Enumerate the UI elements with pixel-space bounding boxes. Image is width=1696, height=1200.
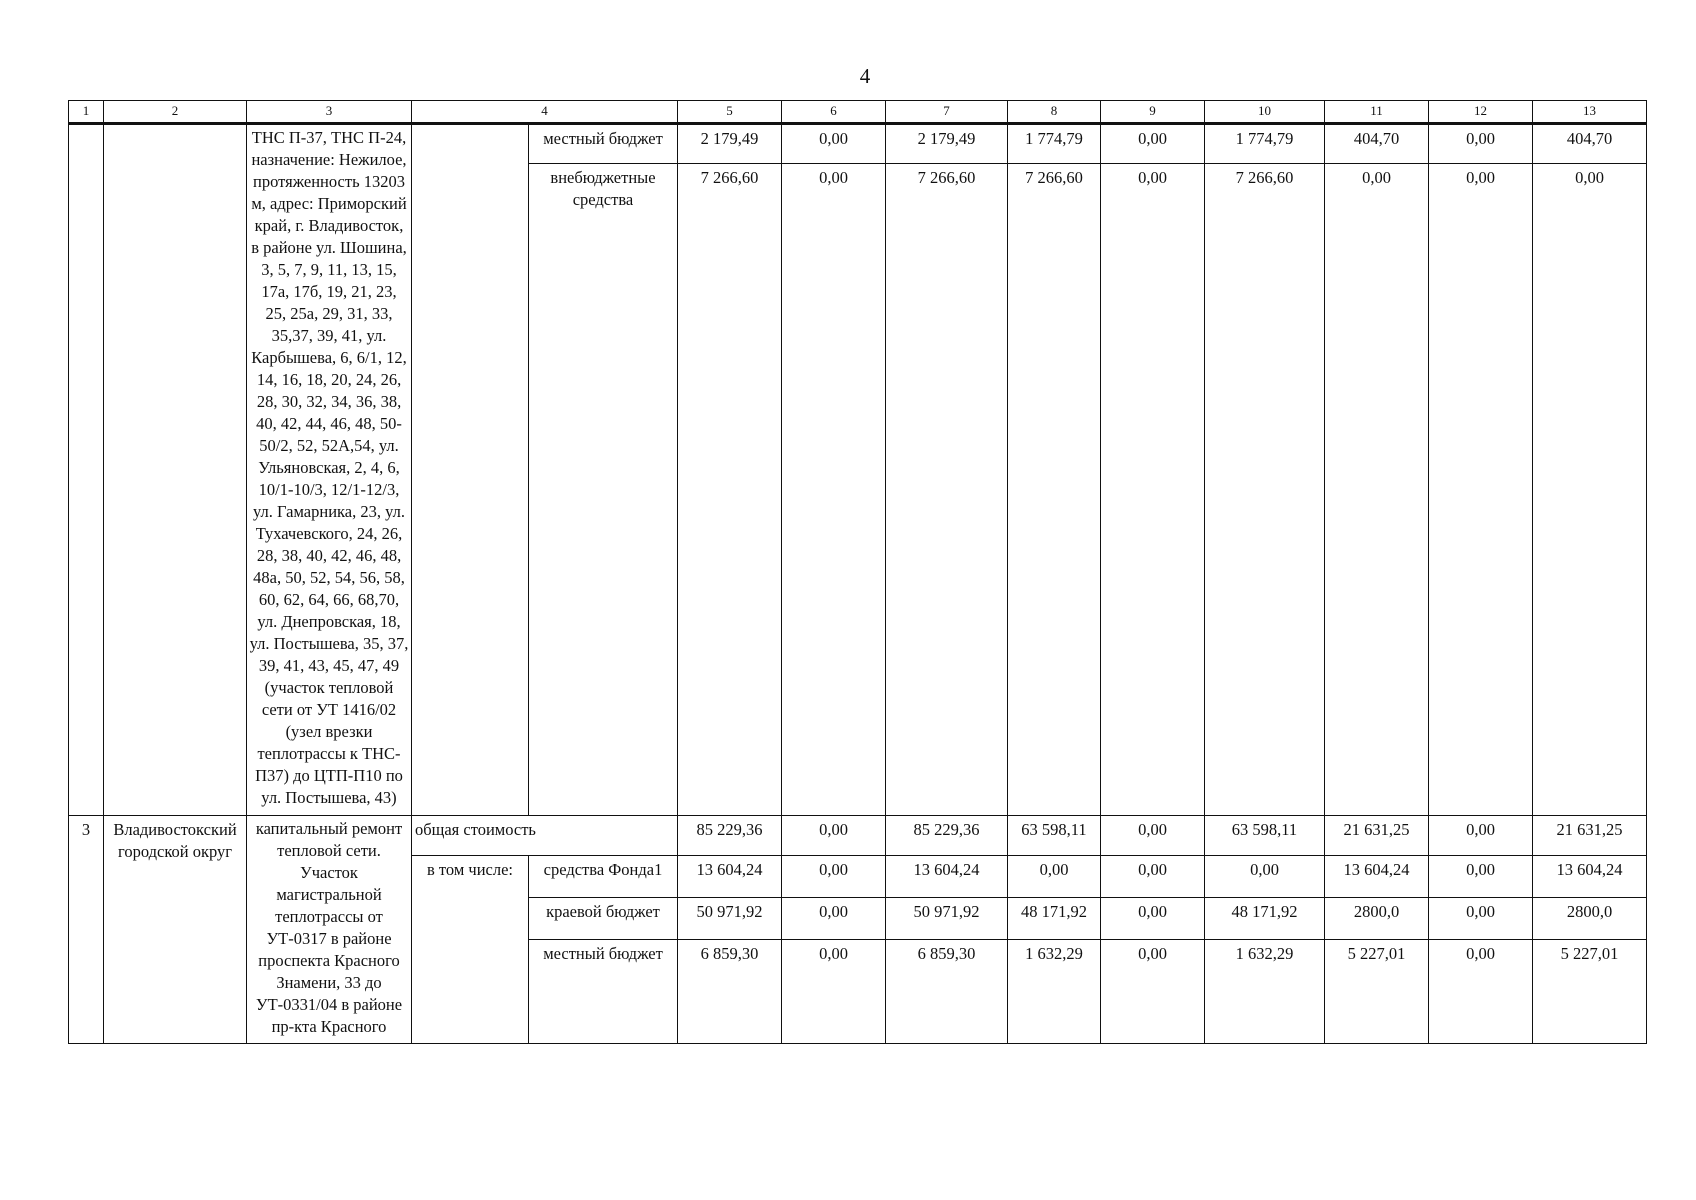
value-cell: 0,00 bbox=[1429, 856, 1533, 898]
value-cell: 85 229,36 bbox=[678, 816, 782, 856]
value-cell: 63 598,11 bbox=[1008, 816, 1101, 856]
value-cell: 2800,0 bbox=[1533, 898, 1647, 940]
col-header: 1 bbox=[69, 101, 104, 124]
object-description: капитальный ремонт тепловой сети. Участок магистральной теплотрассы от УТ-0317 в районе проспекта Красного Знамени, 33 до УТ-0331/04 в районе пр-кта Красного bbox=[247, 816, 412, 1044]
value-cell: 6 859,30 bbox=[678, 940, 782, 1044]
value-cell: 0,00 bbox=[1101, 164, 1205, 816]
value-cell: 7 266,60 bbox=[678, 164, 782, 816]
col-header: 11 bbox=[1325, 101, 1429, 124]
value-cell: 1 632,29 bbox=[1008, 940, 1101, 1044]
value-cell: 5 227,01 bbox=[1325, 940, 1429, 1044]
value-cell: 7 266,60 bbox=[1205, 164, 1325, 816]
table-row bbox=[69, 124, 1647, 164]
col-header: 5 bbox=[678, 101, 782, 124]
source-label: местный бюджет bbox=[529, 124, 678, 164]
col-header: 8 bbox=[1008, 101, 1101, 124]
value-cell: 0,00 bbox=[782, 898, 886, 940]
source-label: средства Фонда1 bbox=[529, 856, 678, 898]
value-cell: 1 774,79 bbox=[1008, 124, 1101, 164]
value-cell: 0,00 bbox=[782, 164, 886, 816]
col-header: 13 bbox=[1533, 101, 1647, 124]
value-cell: 13 604,24 bbox=[1533, 856, 1647, 898]
total-label: общая стоимость bbox=[412, 816, 678, 856]
value-cell: 0,00 bbox=[1101, 816, 1205, 856]
value-cell: 0,00 bbox=[1429, 898, 1533, 940]
value-cell: 48 171,92 bbox=[1008, 898, 1101, 940]
col-header: 2 bbox=[104, 101, 247, 124]
column-number-row bbox=[69, 101, 1647, 124]
incl-label: в том числе: bbox=[412, 856, 529, 1044]
value-cell: 0,00 bbox=[1429, 940, 1533, 1044]
page-number: 4 bbox=[859, 64, 871, 88]
value-cell: 13 604,24 bbox=[1325, 856, 1429, 898]
value-cell: 48 171,92 bbox=[1205, 898, 1325, 940]
col-header: 9 bbox=[1101, 101, 1205, 124]
value-cell: 13 604,24 bbox=[886, 856, 1008, 898]
municipality-cell bbox=[104, 124, 247, 816]
value-cell: 0,00 bbox=[1101, 940, 1205, 1044]
col-header: 6 bbox=[782, 101, 886, 124]
source-label: краевой бюджет bbox=[529, 898, 678, 940]
value-cell: 63 598,11 bbox=[1205, 816, 1325, 856]
value-cell: 0,00 bbox=[1205, 856, 1325, 898]
value-cell: 2 179,49 bbox=[678, 124, 782, 164]
value-cell: 0,00 bbox=[782, 124, 886, 164]
value-cell: 21 631,25 bbox=[1533, 816, 1647, 856]
value-cell: 0,00 bbox=[1429, 124, 1533, 164]
value-cell: 2 179,49 bbox=[886, 124, 1008, 164]
value-cell: 1 632,29 bbox=[1205, 940, 1325, 1044]
table-row bbox=[69, 816, 1647, 856]
value-cell: 7 266,60 bbox=[886, 164, 1008, 816]
value-cell: 0,00 bbox=[1429, 164, 1533, 816]
col-header: 10 bbox=[1205, 101, 1325, 124]
row-number-cell: 3 bbox=[69, 816, 104, 1044]
value-cell: 0,00 bbox=[782, 856, 886, 898]
col-header: 12 bbox=[1429, 101, 1533, 124]
value-cell: 0,00 bbox=[1325, 164, 1429, 816]
value-cell: 5 227,01 bbox=[1533, 940, 1647, 1044]
funding-table bbox=[68, 100, 1647, 1044]
value-cell: 0,00 bbox=[1429, 816, 1533, 856]
col-header: 3 bbox=[247, 101, 412, 124]
value-cell: 0,00 bbox=[782, 816, 886, 856]
value-cell: 13 604,24 bbox=[678, 856, 782, 898]
value-cell: 0,00 bbox=[1008, 856, 1101, 898]
value-cell: 404,70 bbox=[1325, 124, 1429, 164]
value-cell: 85 229,36 bbox=[886, 816, 1008, 856]
source-label: внебюджетные средства bbox=[529, 164, 678, 816]
value-cell: 21 631,25 bbox=[1325, 816, 1429, 856]
value-cell: 404,70 bbox=[1533, 124, 1647, 164]
municipality-cell: Владивостокский городской округ bbox=[104, 816, 247, 1044]
value-cell: 50 971,92 bbox=[886, 898, 1008, 940]
value-cell: 0,00 bbox=[782, 940, 886, 1044]
row-number-cell bbox=[69, 124, 104, 816]
value-cell: 0,00 bbox=[1101, 898, 1205, 940]
value-cell: 0,00 bbox=[1101, 124, 1205, 164]
value-cell: 0,00 bbox=[1533, 164, 1647, 816]
source-label: местный бюджет bbox=[529, 940, 678, 1044]
object-description: ТНС П-37, ТНС П-24, назначение: Нежилое, протяженность 13203 м, адрес: Приморский край, г. Владивосток, в районе ул. Шошина, 3, 5, 7, 9, 11, 13, 15, 17а, 17б, 19, 21, 23, 25, 25а, 29, 31, 33, 35,37, 39, 41, ул. Карбышева, 6, 6/1, 12, 14, 16, 18, 20, 24, 26, 28, 30, 32, 34, 36, 38, 40, 42, 44, 46, 48, 50-50/2, 52, 52А,54, ул. Ульяновская, 2, 4, 6, 10/1-10/3, 12/1-12/3, ул. Гамарника, 23, ул. Тухачевского, 24, 26, 28, 38, 40, 42, 46, 48, 48а, 50, 52, 54, 56, 58, 60, 62, 64, 66, 68,70, ул. Днепровская, 18, ул. Постышева, 35, 37, 39, 41, 43, 45, 47, 49 (участок тепловой сети от УТ 1416/02 (узел врезки теплотрассы к ТНС-П37) до ЦТП-П10 по ул. Постышева, 43) bbox=[247, 124, 412, 816]
value-cell: 0,00 bbox=[1101, 856, 1205, 898]
incl-cell bbox=[412, 124, 529, 816]
value-cell: 50 971,92 bbox=[678, 898, 782, 940]
value-cell: 7 266,60 bbox=[1008, 164, 1101, 816]
value-cell: 1 774,79 bbox=[1205, 124, 1325, 164]
value-cell: 2800,0 bbox=[1325, 898, 1429, 940]
value-cell: 6 859,30 bbox=[886, 940, 1008, 1044]
col-header: 7 bbox=[886, 101, 1008, 124]
col-header: 4 bbox=[412, 101, 678, 124]
